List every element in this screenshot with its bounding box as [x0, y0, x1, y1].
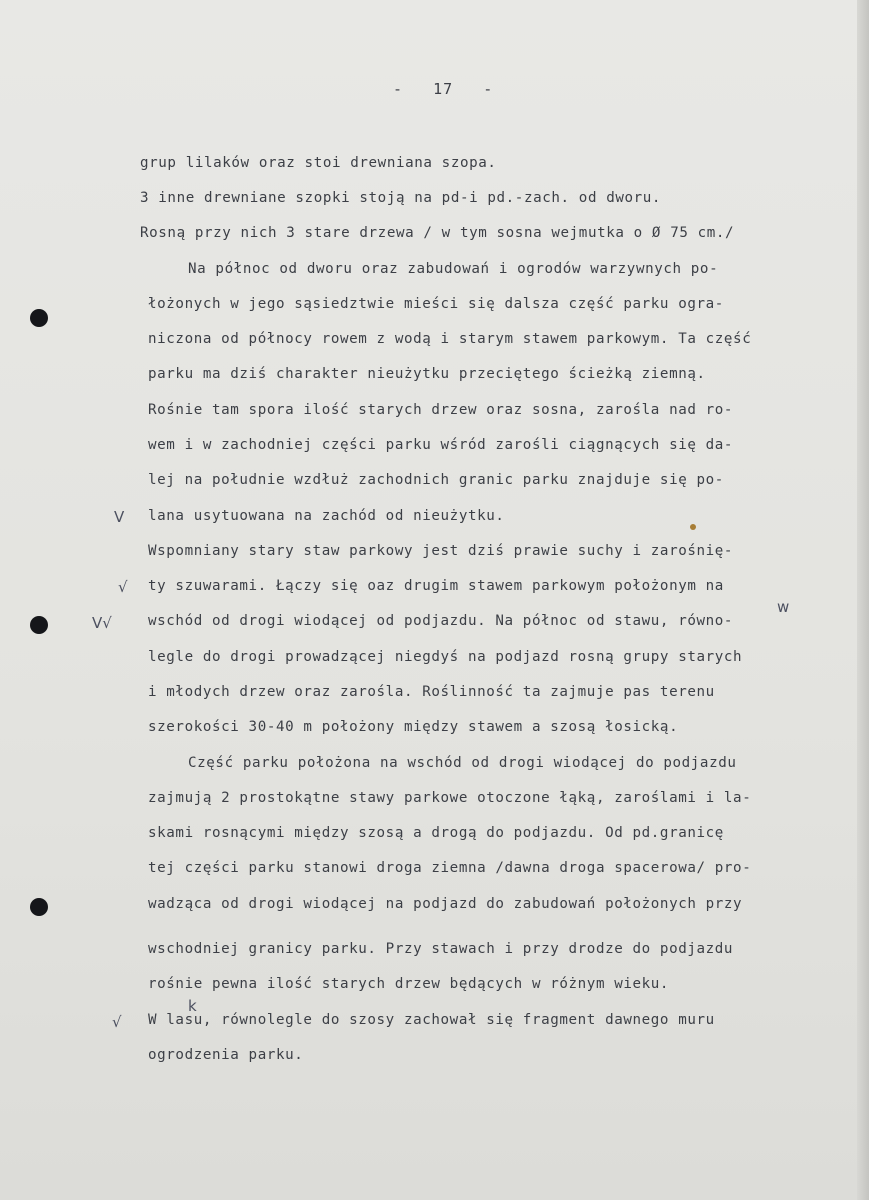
ink-spot — [690, 524, 696, 530]
text-line: szerokości 30-40 m położony między stawem a szosą łosicką. — [148, 719, 679, 735]
text-line: wem i w zachodniej części parku wśród zarośli ciągnących się da- — [148, 437, 734, 453]
text-line: lej na południe wzdłuż zachodnich granic parku znajduje się po- — [148, 472, 724, 488]
text-line: W lasu, równolegle do szosy zachował się fragment dawnego muru — [148, 1012, 715, 1028]
text-line: rośnie pewna ilość starych drzew będących w różnym wieku. — [148, 976, 670, 992]
handwritten-correction: k — [188, 997, 197, 1015]
text-line: łożonych w jego sąsiedztwie mieści się dalsza część parku ogra- — [148, 296, 724, 312]
text-line: i młodych drzew oraz zarośla. Roślinność ta zajmuje pas terenu — [148, 684, 715, 700]
punch-hole — [30, 616, 48, 634]
handwritten-correction: w — [777, 598, 790, 616]
margin-checkmark: √ — [112, 1013, 122, 1031]
text-line: legle do drogi prowadzącej niegdyś na podjazd rosną grupy starych — [148, 649, 743, 665]
text-line: ogrodzenia parku. — [148, 1047, 304, 1063]
text-line: niczona od północy rowem z wodą i starym stawem parkowym. Ta część — [148, 331, 752, 347]
text-line: Na północ od dworu oraz zabudowań i ogrodów warzywnych po- — [188, 261, 719, 277]
text-line: wadząca od drogi wiodącej na podjazd do zabudowań położonych przy — [148, 896, 743, 912]
text-line: grup lilaków oraz stoi drewniana szopa. — [140, 155, 497, 171]
text-line: wschodniej granicy parku. Przy stawach i przy drodze do podjazdu — [148, 941, 734, 957]
margin-checkmark: √ — [118, 578, 128, 596]
text-line: lana usytuowana na zachód od nieużytku. — [148, 508, 505, 524]
text-line: Część parku położona na wschód od drogi wiodącej do podjazdu — [188, 755, 737, 771]
paper-edge — [857, 0, 869, 1200]
text-line: tej części parku stanowi droga ziemna /dawna droga spacerowa/ pro- — [148, 860, 752, 876]
text-line: Rosną przy nich 3 stare drzewa / w tym sosna wejmutka o Ø 75 cm./ — [140, 225, 735, 241]
margin-checkmark: V√ — [92, 614, 112, 632]
page-number: - 17 - — [393, 80, 494, 98]
text-line: ty szuwarami. Łączy się oaz drugim stawem parkowym położonym na — [148, 578, 724, 594]
text-line: skami rosnącymi między szosą a drogą do podjazdu. Od pd.granicę — [148, 825, 724, 841]
punch-hole — [30, 898, 48, 916]
text-line: Rośnie tam spora ilość starych drzew oraz sosna, zarośla nad ro- — [148, 402, 734, 418]
text-line: Wspomniany stary staw parkowy jest dziś prawie suchy i zarośnię- — [148, 543, 734, 559]
text-line: wschód od drogi wiodącej od podjazdu. Na północ od stawu, równo- — [148, 613, 734, 629]
text-line: zajmują 2 prostokątne stawy parkowe otoczone łąką, zaroślami i la- — [148, 790, 752, 806]
text-line: 3 inne drewniane szopki stoją na pd-i pd.-zach. od dworu. — [140, 190, 662, 206]
text-line: parku ma dziś charakter nieużytku przeciętego ścieżką ziemną. — [148, 366, 706, 382]
margin-checkmark: V — [114, 508, 125, 526]
punch-hole — [30, 309, 48, 327]
